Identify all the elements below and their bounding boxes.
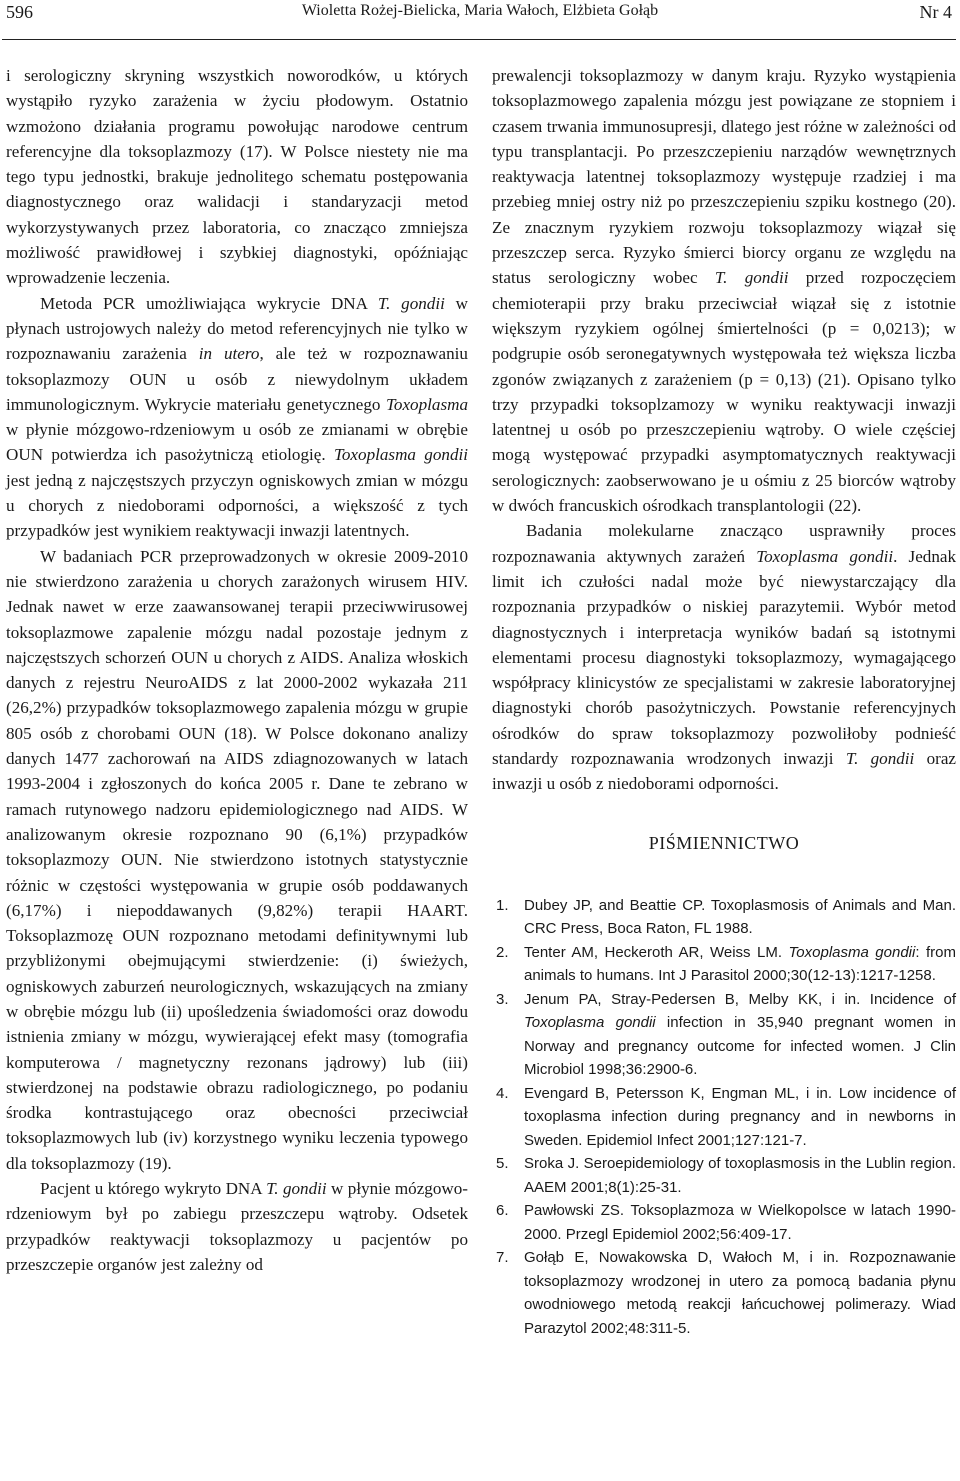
page-number: 596 bbox=[6, 2, 33, 22]
reference-item: 2. Tenter AM, Heckeroth AR, Weiss LM. Toxoplasma gondii: from animals to humans. Int J Parasitol 2000;30(12-13):1217-1258. bbox=[496, 943, 956, 985]
reference-item: 6. Pawłowski ZS. Toksoplazmoza w Wielkopolsce w latach 1990-2000. Przegl Epidemiol 2002;56:409-17. bbox=[496, 1202, 956, 1243]
paragraph-3: W badaniach PCR przeprowadzonych w okresie 2009-2010 nie stwierdzono zarażenia u chorych zarażonych wirusem HIV. Jednak nawet w erze zaawansowanej terapii przeciwwirusowej toksoplazmowe zapalenie mózgu nadal pozostaje jednym z najczęstszych schorzeń OUN u chorych z AIDS. Analiza włoskich danych z rejestru NeuroAIDS z lat 2000-2002 wykazała 211 (26,2%) przypadków toksoplazmowego zapalenia mózgu w grupie 805 osób z chorobami OUN (18). W Polsce dokonano analizy danych 1477 zachorowań na AIDS zdiagnozowanych w latach 1993-2004 i zgłoszonych do końca 2005 r. Dane te zebrano w ramach rutynowego nadzoru epidemiologicznego nad AIDS. W analizowanym okresie rozpoznano 90 (6,1%) przypadków toksoplazmozy OUN. Nie stwierdzono istotnych statystycznie różnic w częstości występowania w grupie osób poddawanych (6,17%) i niepoddawanych (9,82%) terapii HAART. Toksoplazmozę OUN rozpoznano metodami definitywnymi lub przybliżonymi obejmującymi stwierdzenie: (i) świeżych, ogniskowych zaburzeń neurologicznych, wskazujących na zmiany w obrębie mózgu lub (ii) upośledzenia świadomości oraz dowodu istnienia zmiany w mózgu, wywierającej efekt masy (tomografia komputerowa / magnetyczny rezonans jądrowy) lub (iii) stwierdzonej na podstawie obrazu radiologicznego, po podaniu środka kontrastującego oraz obecności przeciwciał toksoplazmowych lub (iv) korzystnego wyniku leczenia typowego dla toksoplazmozy (19). bbox=[6, 546, 468, 1173]
paragraph-2: Metoda PCR umożliwiająca wykrycie DNA T. gondii w płynach ustrojowych należy do metod referencyjnych nie tylko w rozpoznawaniu zarażenia in utero, ale też w rozpoznawaniu toksoplazmozy OUN u osób z niewydolnym układem immunologicznym. Wykrycie materiału genetycznego Toxoplasma w płynie mózgowo-rdzeniowym u osób ze zmianami w obrębie OUN potwierdza ich pasożytniczą etiologię. Toxoplasma gondii jest jedną z najczęstszych przyczyn ogniskowych zmian w mózgu u chorych z niedoborami odporności, a większość z tych przypadków jest wynikiem reaktywacji inwazji latentnych. bbox=[6, 293, 468, 541]
paragraph-1: i serologiczny skryning wszystkich noworodków, u których wystąpiło ryzyko zarażenia w życiu płodowym. Ostatnio wzmożono działania programu powołując narodowe centrum referencyjne dla toksoplazmozy (17). W Polsce niestety nie ma tego typu jednostki, brakuje jednolitego schematu postępowania diagnostycznego oraz walidacji i standaryzacji metod wykorzystywanych przez laboratoria, co znacząco zmniejsza możliwość prawidłowej i szybkiej diagnostyki, opóźniając wprowadzenie leczenia. bbox=[6, 66, 468, 288]
reference-item: 1. Dubey JP, and Beattie CP. Toxoplasmosis of Animals and Man. CRC Press, Boca Raton, FL 1988. bbox=[496, 896, 956, 938]
paragraph-5: prewalencji toksoplazmozy w danym kraju. Ryzyko wystąpienia toksoplazmowego zapalenia mózgu jest powiązane ze stopniem i czasem trwania immunosupresji, dlatego jest różne w zależności od typu transplantacji. Po przeszczepieniu narządów wewnętrznych reaktywacja latentnej toksoplazmozy występuje rzadziej i ma przebieg mniej ostry niż po przeszczepieniu szpiku kostnego (20). Ze znacznym ryzykiem rozwoju toksoplazmozy wiązał się przeszczep serca. Ryzyko śmierci biorcy organu ze względu na status serologiczny wobec T. gondii przed rozpoczęciem chemioterapii przy braku przeciwciał wiązał się z istotnie większym ryzykiem ogólnej śmiertelności (p = 0,0213); w podgrupie osób seronegatywnych występowała też większa liczba zgonów związanych z zarażeniem (p = 0,13) (21). Opisano tylko trzy przypadki toksoplzamozy w wyniku reaktywacji inwazji latentnej u osób po przeszczepieniu wątroby. O wiele częściej mogą występować przypadki asymptomatycznych reaktywacji serologicznych: zaobserwowano je u ośmiu z 25 biorców wątroby w dwóch francuskich ośrodkach transplantologii (22). bbox=[492, 66, 956, 516]
reference-item: 3. Jenum PA, Stray-Pedersen B, Melby KK, i in. Incidence of Toxoplasma gondii infection in 35,940 pregnant women in Norway and pregnancy outcome for infected women. J Clin Microbiol 1998;36:2900-6. bbox=[496, 990, 956, 1079]
running-head-authors: Wioletta Rożej-Bielicka, Maria Wałoch, Elżbieta Gołąb bbox=[301, 2, 659, 19]
references-heading: PIŚMIENNICTWO bbox=[648, 832, 800, 853]
reference-list bbox=[492, 894, 956, 1341]
page-header bbox=[0, 0, 960, 40]
header-rule bbox=[2, 39, 956, 40]
reference-item: 4. Evengard B, Petersson K, Engman ML, i in. Low incidence of toxoplasma infection during pregnancy and in newborns in Sweden. Epidemiol Infect 2001;127:121-7. bbox=[496, 1084, 956, 1149]
issue-number: Nr 4 bbox=[919, 2, 952, 22]
paragraph-6: Badania molekularne znacząco usprawniły proces rozpoznawania aktywnych zarażeń Toxoplasma gondii. Jednak limit ich czułości nadal może być niewystarczający dla rozpoznania przypadków o niskiej parazytemii. Wybór metod diagnostycznych i interpretacja wyników badań są istotnymi elementami procesu diagnostyki toksoplazmozy, wymagającego współpracy klinicystów ze specjalistami w zakresie laboratoryjnej diagnostyki chorób pasożytniczych. Powstanie referencyjnych ośrodków do spraw toksoplazmozy pozwoliłoby podnieść standardy rozpoznawania wrodzonych inwazji T. gondii oraz inwazji u osób z niedoborami odporności. bbox=[492, 521, 957, 794]
left-column bbox=[6, 63, 468, 1277]
reference-item: 5. Sroka J. Seroepidemiology of toxoplasmosis in the Lublin region. AAEM 2001;8(1):25-31. bbox=[496, 1155, 956, 1196]
right-column bbox=[492, 63, 956, 1340]
reference-item: 7. Gołąb E, Nowakowska D, Wałoch M, i in. Rozpoznawanie toksoplazmozy wrodzonej in utero za pomocą badania płynu owodniowego metodą reakcji łańcuchowej polimerazy. Wiad Parazytol 2002;48:311-5. bbox=[496, 1249, 956, 1337]
paragraph-4: Pacjent u którego wykryto DNA T. gondii w płynie mózgowo-rdzeniowym był po zabiegu przeszczepu wątroby. Odsetek przypadków reaktywacji toksoplazmozy u pacjentów po przeszczepie organów jest zależny od bbox=[6, 1179, 468, 1274]
